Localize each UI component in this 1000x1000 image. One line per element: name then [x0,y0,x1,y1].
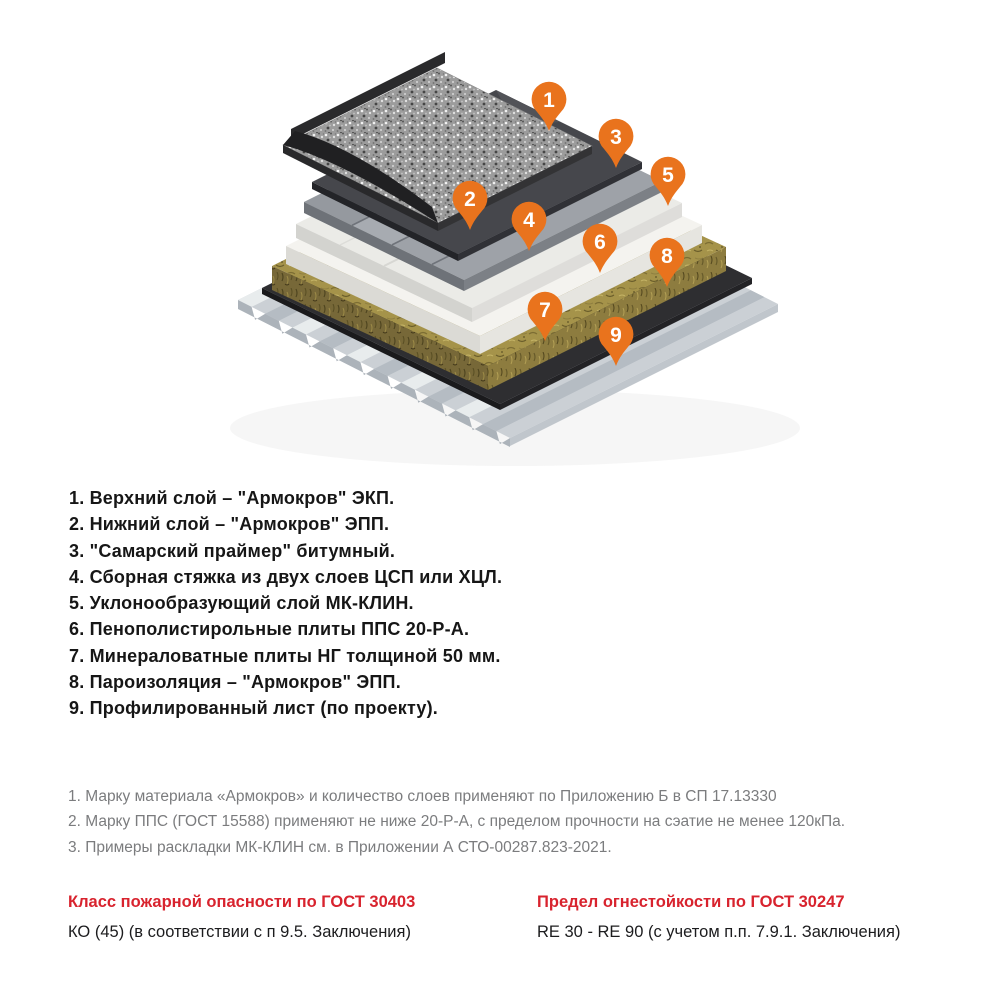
legend-item: 2. Нижний слой – "Армокров" ЭПП. [69,514,390,535]
legend-item: 5. Уклонообразующий слой МК-КЛИН. [69,593,414,614]
pin-number: 2 [464,188,476,211]
legend-item: 7. Минераловатные плиты НГ толщиной 50 мм. [69,645,501,666]
roof-layers-illustration [0,0,1000,470]
legend-list [69,485,502,722]
pin-number: 6 [594,231,606,254]
fire-resistance-title: Предел огнестойкости по ГОСТ 30247 [537,893,845,911]
legend-item: 3. "Самарский праймер" битумный. [69,540,396,561]
footnote-item: 1. Марку материала «Армокров» и количество слоев применяют по Приложению Б в СП 17.13330 [68,788,777,805]
fire-resistance-value: RE 30 - RE 90 (с учетом п.п. 7.9.1. Заключения) [537,923,901,941]
pin-number: 9 [610,324,622,347]
fire-class-block [68,891,415,943]
footnotes [68,784,845,860]
pin-number: 7 [539,299,551,322]
fire-class-title: Класс пожарной опасности по ГОСТ 30403 [68,893,416,911]
legend-item: 1. Верхний слой – "Армокров" ЭКП. [69,488,395,508]
footnote-item: 2. Марку ППС (ГОСТ 15588) применяют не ниже 20-Р-А, с пределом прочности на сэатие не менее 120кПа. [68,813,846,831]
fire-class-value: КО (45) (в соответствии с п 9.5. Заключения) [68,923,411,941]
legend-item: 9. Профилированный лист (по проекту). [69,698,439,719]
legend-item: 4. Сборная стяжка из двух слоев ЦСП или ХЦЛ. [69,566,503,587]
pin-number: 4 [523,209,535,232]
pin-number: 5 [662,164,674,187]
legend-item: 8. Пароизоляция – "Армокров" ЭПП. [69,672,401,693]
fire-resistance-block [537,891,900,943]
pin-number: 1 [543,89,555,112]
pin-number: 8 [661,245,673,268]
legend-item: 6. Пенополистирольные плиты ППС 20-Р-А. [69,619,470,640]
footnote-item: 3. Примеры раскладки МК-КЛИН см. в Приложении А СТО-00287.823-2021. [68,838,612,856]
pin-number: 3 [610,126,622,149]
